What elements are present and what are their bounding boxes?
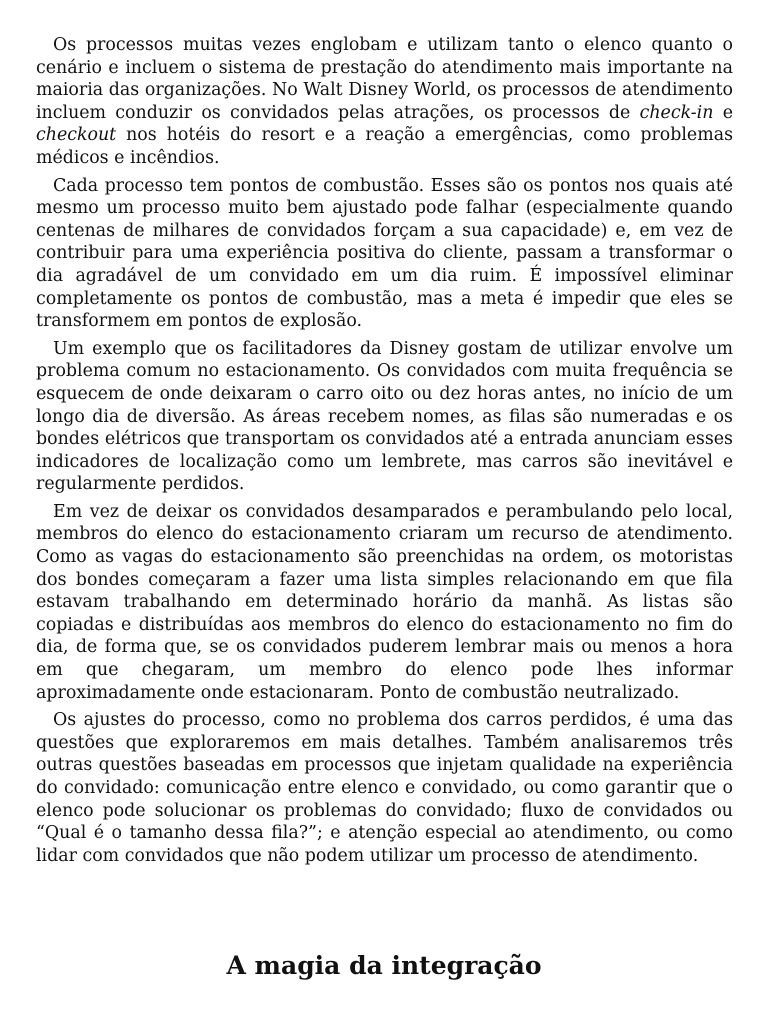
- italic-term-checkout: checkout: [36, 125, 117, 146]
- paragraph-text: Os processos muitas vezes englobam e utilizam tanto o elenco quanto o cenário e incluem o sistema de prestação do atendimento mais importante na maioria das organizações. No Walt Disney World, os processos de atendimento incluem conduzir os convidados pelas atrações, os processos de: [36, 35, 733, 123]
- paragraph-text: nos hotéis do resort e a reação a emergências, como problemas médicos e incêndios.: [36, 125, 733, 168]
- paragraph-text: e: [713, 102, 733, 123]
- paragraph-parking-solution: [36, 501, 733, 704]
- italic-term-check-in: check-in: [639, 102, 714, 123]
- paragraph-parking-example: [36, 338, 733, 496]
- document-body: [36, 34, 733, 872]
- paragraph-text: Um exemplo que os facilitadores da Disney gostam de utilizar envolve um problema comum no estacionamento. Os convidados com muita frequência se esquecem de onde deixaram o carro oito ou dez horas antes, no início de um longo dia de diversão. As áreas recebem nomes, as filas são numeradas e os bondes elétricos que transportam os convidados até a entrada anunciam esses indicadores de localização como um lembrete, mas carros são inevitável e regularmente perdidos.: [36, 338, 733, 495]
- section-heading: A magia da integração: [226, 951, 542, 980]
- paragraph-processes: [36, 34, 733, 170]
- paragraph-text: Em vez de deixar os convidados desamparados e perambulando pelo local, membros do elenco do estacionamento criaram um recurso de atendimento. Como as vagas do estacionamento são preenchidas na ordem, os motoristas dos bondes começaram a fazer uma lista simples relacionando em que fila estavam trabalhando em determinado horário da manhã. As listas são copiadas e distribuídas aos membros do elenco do estacionamento no fim do dia, de forma que, se os convidados puderem lembrar mais ou menos a hora em que chegaram, um membro do elenco pode lhes informar aproximadamente onde estacionaram. Ponto de combustão neutralizado.: [36, 501, 733, 703]
- paragraph-text: Os ajustes do processo, como no problema dos carros perdidos, é uma das questões que exploraremos em mais detalhes. Também analisaremos três outras questões baseadas em processos que injetam qualidade na experiência do convidado: comunicação entre elenco e convidado, ou como garantir que o elenco pode solucionar os problemas do convidado; fluxo de convidados ou “Qual é o tamanho dessa fila?”; e atenção especial ao atendimento, ou como lidar com convidados que não podem utilizar um processo de atendimento.: [36, 710, 733, 866]
- paragraph-process-adjustments: [36, 709, 733, 867]
- paragraph-combustion-points: [36, 175, 733, 333]
- paragraph-text: Cada processo tem pontos de combustão. Esses são os pontos nos quais até mesmo um processo muito bem ajustado pode falhar (especialmente quando centenas de milhares de convidados forçam a sua capacidade) e, em vez de contribuir para uma experiência positiva do cliente, passam a transformar o dia agradável de um convidado em um dia ruim. É impossível eliminar completamente os pontos de combustão, mas a meta é impedir que eles se transformem em pontos de explosão.: [36, 175, 733, 332]
